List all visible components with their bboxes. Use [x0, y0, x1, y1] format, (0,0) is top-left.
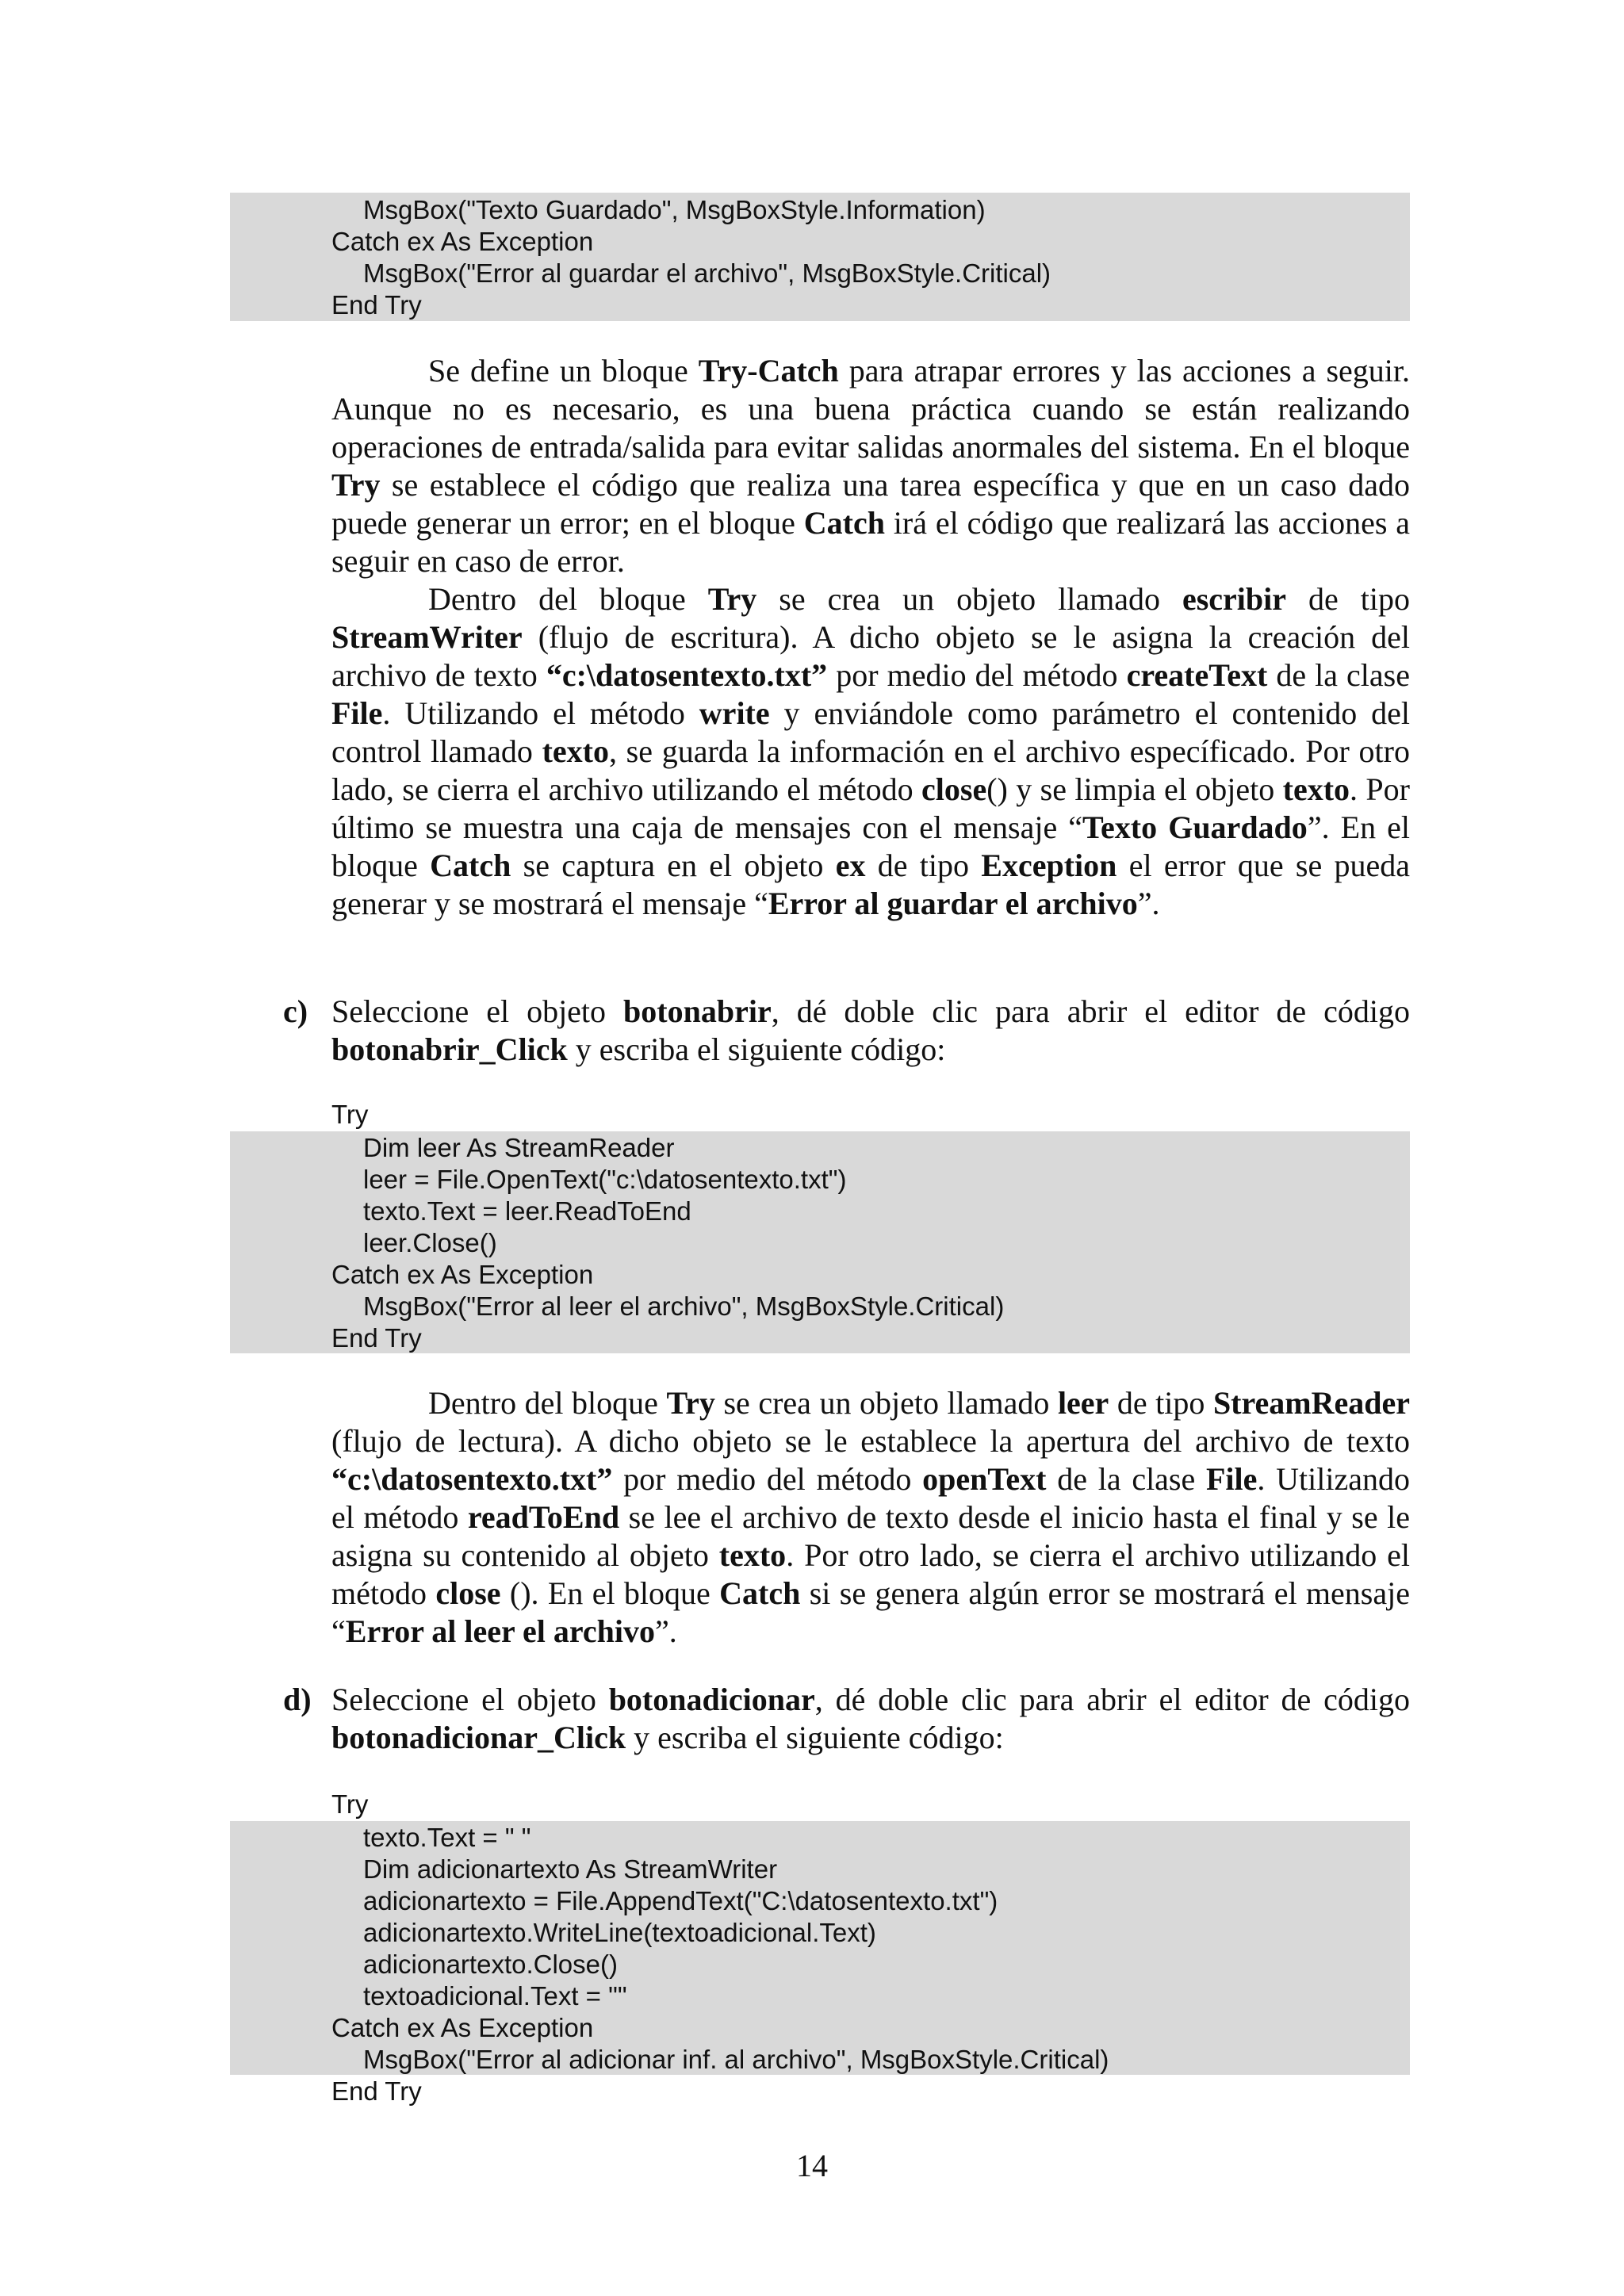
code-line: adicionartexto.Close()	[363, 1950, 618, 1979]
code-line: MsgBox("Error al guardar el archivo", MsgBoxStyle.Critical)	[363, 258, 1051, 288]
paragraph-try-catch: Se define un bloque Try-Catch para atrapar errores y las acciones a seguir. Aunque no es necesario, es una buena práctica cuando se están realizando operaciones de entrada/salida para evitar salidas anormales del sistema. En el bloque Try se establece el código que realiza una tarea específica y que en un caso dado puede generar un error; en el bloque Catch irá el código que realizará las acciones a seguir en caso de error.	[331, 353, 1411, 579]
code-line: MsgBox("Error al leer el archivo", MsgBoxStyle.Critical)	[363, 1292, 1005, 1321]
code-line: adicionartexto.WriteLine(textoadicional.Text)	[363, 1918, 876, 1947]
code-line: Catch ex As Exception	[331, 227, 594, 256]
code-block-3	[230, 1821, 1410, 2075]
code-line: Dim adicionartexto As StreamWriter	[363, 1854, 778, 1884]
code-try-line: Try	[331, 1100, 369, 1129]
paragraph-escribir: Dentro del bloque Try se crea un objeto llamado escribir de tipo StreamWriter (flujo de escritura). A dicho objeto se le asigna la creación del archivo de texto “c:\datosentexto.txt” por medio del método createText de la clase File. Utilizando el método write y enviándole como parámetro el contenido del control llamado texto, se guarda la información en el archivo específicado. Por otro lado, se cierra el archivo utilizando el método close() y se limpia el objeto texto. Por último se muestra una caja de mensajes con el mensaje “Texto Guardado”. En el bloque Catch se captura en el objeto ex de tipo Exception el error que se pueda generar y se mostrará el mensaje “Error al guardar el archivo”.	[331, 581, 1411, 921]
code-line: MsgBox("Texto Guardado", MsgBoxStyle.Information)	[363, 195, 986, 224]
code-line: textoadicional.Text = ""	[363, 1981, 627, 2011]
code-block-1	[230, 193, 1410, 321]
code-end-try-line: End Try	[331, 2076, 422, 2106]
code-line: End Try	[331, 290, 422, 320]
code-block-2	[230, 1131, 1410, 1353]
code-line: Dim leer As StreamReader	[363, 1133, 675, 1162]
code-line: MsgBox("Error al adicionar inf. al archivo", MsgBoxStyle.Critical)	[363, 2045, 1109, 2074]
paragraph-leer: Dentro del bloque Try se crea un objeto llamado leer de tipo StreamReader (flujo de lectura). A dicho objeto se le establece la apertura del archivo de texto “c:\datosentexto.txt” por medio del método openText de la clase File. Utilizando el método readToEnd se lee el archivo de texto desde el inicio hasta el final y se le asigna su contenido al objeto texto. Por otro lado, se cierra el archivo utilizando el método close (). En el bloque Catch si se genera algún error se mostrará el mensaje “Error al leer el archivo”.	[331, 1385, 1411, 1649]
item-label-c: c)	[283, 993, 308, 1029]
code-line: texto.Text = leer.ReadToEnd	[363, 1196, 691, 1226]
code-line: adicionartexto = File.AppendText("C:\datosentexto.txt")	[363, 1886, 998, 1915]
code-line: Catch ex As Exception	[331, 1260, 594, 1289]
page-number: 14	[796, 2148, 828, 2183]
code-line: texto.Text = " "	[363, 1823, 531, 1852]
code-line: leer.Close()	[363, 1228, 497, 1257]
item-d-text: Seleccione el objeto botonadicionar, dé doble clic para abrir el editor de código botonadicionar_Click y escriba el siguiente código:	[331, 1682, 1410, 1755]
code-try-line: Try	[331, 1789, 369, 1819]
code-line: Catch ex As Exception	[331, 2013, 594, 2042]
code-line: End Try	[331, 1323, 422, 1353]
item-c-text: Seleccione el objeto botonabrir, dé doble clic para abrir el editor de código botonabrir_Click y escriba el siguiente código:	[331, 993, 1410, 1067]
code-line: leer = File.OpenText("c:\datosentexto.txt")	[363, 1165, 847, 1194]
item-label-d: d)	[283, 1682, 312, 1717]
